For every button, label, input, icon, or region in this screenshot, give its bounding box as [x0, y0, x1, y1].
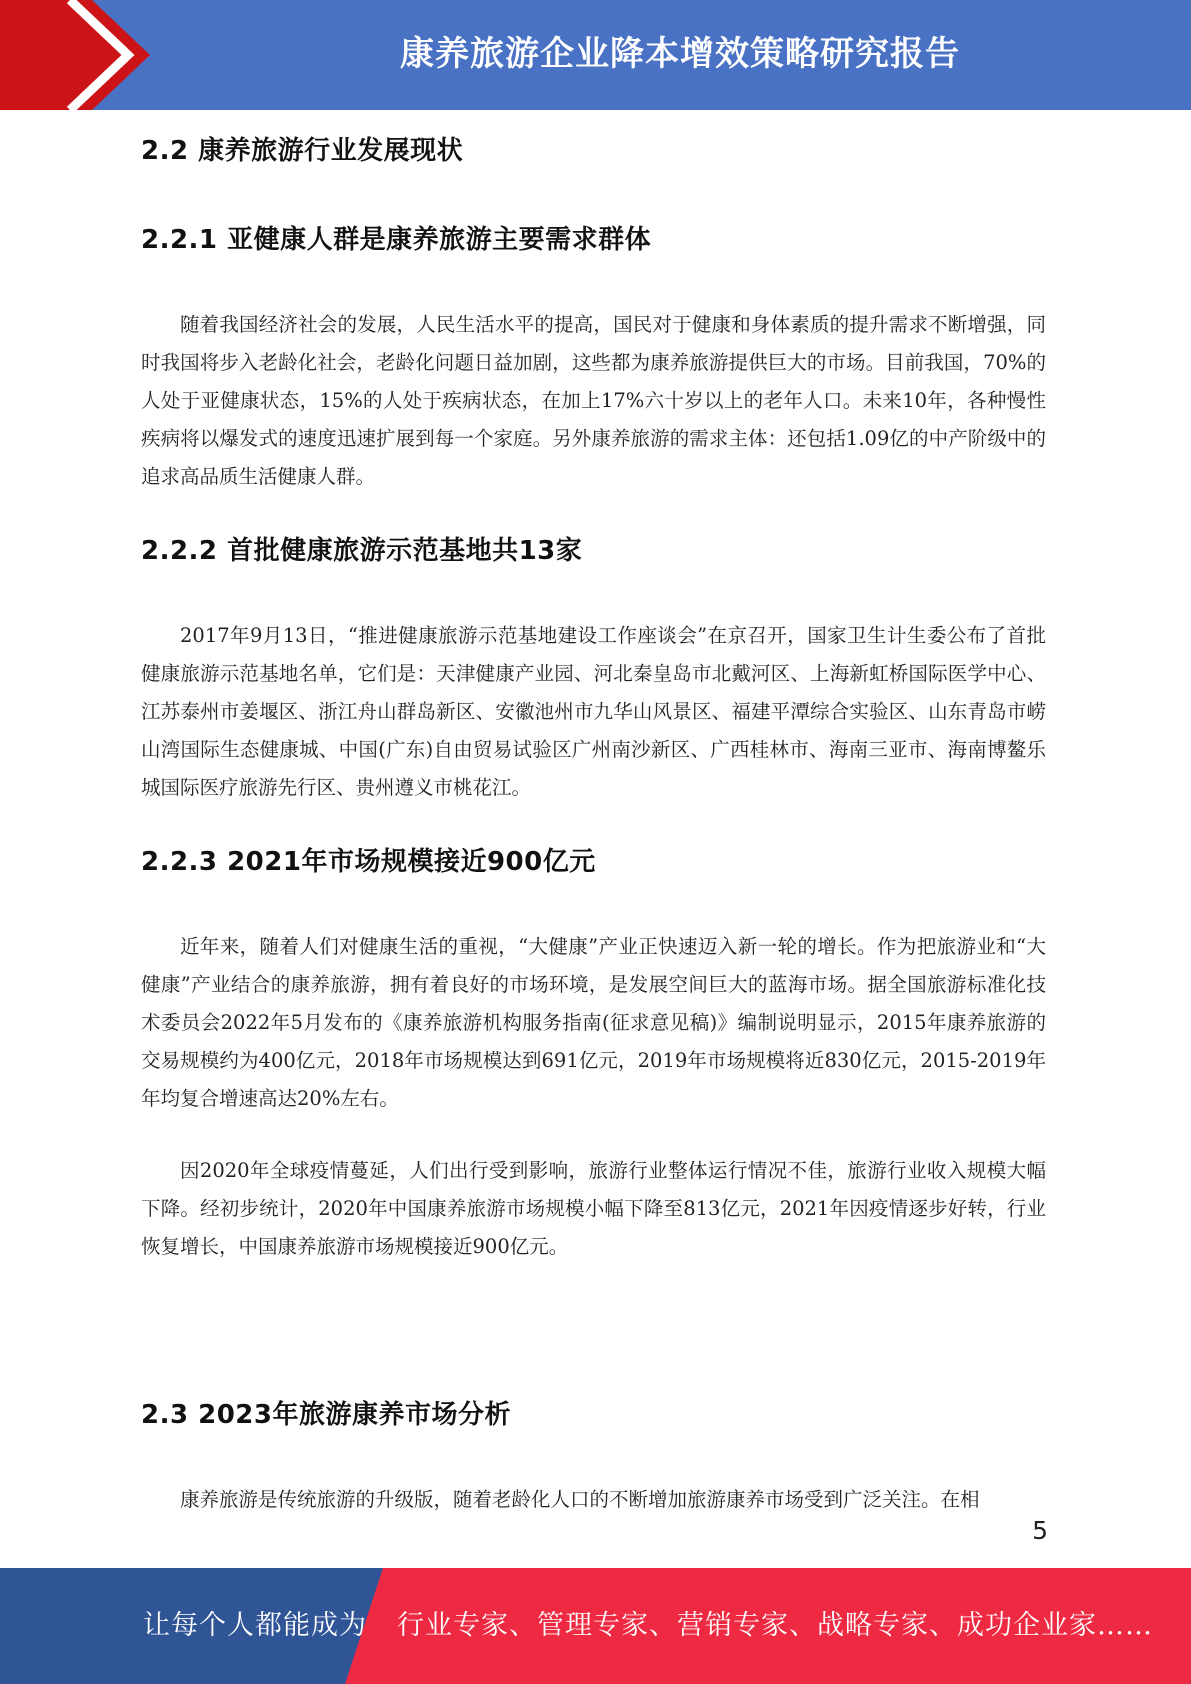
- section-heading-2-2-3: 2.2.3 2021年市场规模接近900亿元: [141, 847, 596, 877]
- page-number: 5: [1032, 1516, 1048, 1545]
- header-banner: [0, 0, 1191, 110]
- document-title: 康养旅游企业降本增效策略研究报告: [400, 34, 960, 74]
- footer-banner: [0, 1568, 1191, 1684]
- paragraph: 2017年9月13日，“推进健康旅游示范基地建设工作座谈会”在京召开，国家卫生计生委公布了首批健康旅游示范基地名单，它们是：天津健康产业园、河北秦皇岛市北戴河区、上海新虹桥国际医学中心、江苏泰州市姜堰区、浙江舟山群岛新区、安徽池州市九华山风景区、福建平潭综合实验区、山东青岛市崂山湾国际生态健康城、中国(广东)自由贸易试验区广州南沙新区、广西桂林市、海南三亚市、海南博鳌乐城国际医疗旅游先行区、贵州遵义市桃花江。: [141, 624, 1046, 799]
- section-heading-2-2-2: 2.2.2 首批健康旅游示范基地共13家: [141, 536, 583, 566]
- paragraph: 随着我国经济社会的发展，人民生活水平的提高，国民对于健康和身体素质的提升需求不断增强，同时我国将步入老龄化社会，老龄化问题日益加剧，这些都为康养旅游提供巨大的市场。目前我国，70%的人处于亚健康状态，15%的人处于疾病状态，在加上17%六十岁以上的老年人口。未来10年，各种慢性疾病将以爆发式的速度迅速扩展到每一个家庭。另外康养旅游的需求主体：还包括1.09亿的中产阶级中的追求高品质生活健康人群。: [141, 313, 1046, 488]
- section-heading-2-2: 2.2 康养旅游行业发展现状: [141, 136, 464, 166]
- header-arrow-decoration: [0, 0, 150, 110]
- paragraph: 康养旅游是传统旅游的升级版，随着老龄化人口的不断增加旅游康养市场受到广泛关注。在相: [180, 1488, 980, 1511]
- page-content: [141, 130, 1046, 1519]
- paragraph: 近年来，随着人们对健康生活的重视，“大健康”产业正快速迈入新一轮的增长。作为把旅游业和“大健康”产业结合的康养旅游，拥有着良好的市场环境，是发展空间巨大的蓝海市场。据全国旅游标准化技术委员会2022年5月发布的《康养旅游机构服务指南(征求意见稿)》编制说明显示，2015年康养旅游的交易规模约为400亿元，2018年市场规模达到691亿元，2019年市场规模将近830亿元，2015-2019年年均复合增速高达20%左右。: [141, 935, 1046, 1110]
- footer-slogan-right: 行业专家、管理专家、营销专家、战略专家、成功企业家……: [397, 1610, 1153, 1641]
- paragraph: 因2020年全球疫情蔓延，人们出行受到影响，旅游行业整体运行情况不佳，旅游行业收入规模大幅下降。经初步统计，2020年中国康养旅游市场规模小幅下降至813亿元，2021年因疫情逐步好转，行业恢复增长，中国康养旅游市场规模接近900亿元。: [141, 1159, 1046, 1258]
- footer-slogan-left: 让每个人都能成为: [143, 1610, 367, 1641]
- section-heading-2-3: 2.3 2023年旅游康养市场分析: [141, 1400, 511, 1430]
- section-heading-2-2-1: 2.2.1 亚健康人群是康养旅游主要需求群体: [141, 225, 652, 255]
